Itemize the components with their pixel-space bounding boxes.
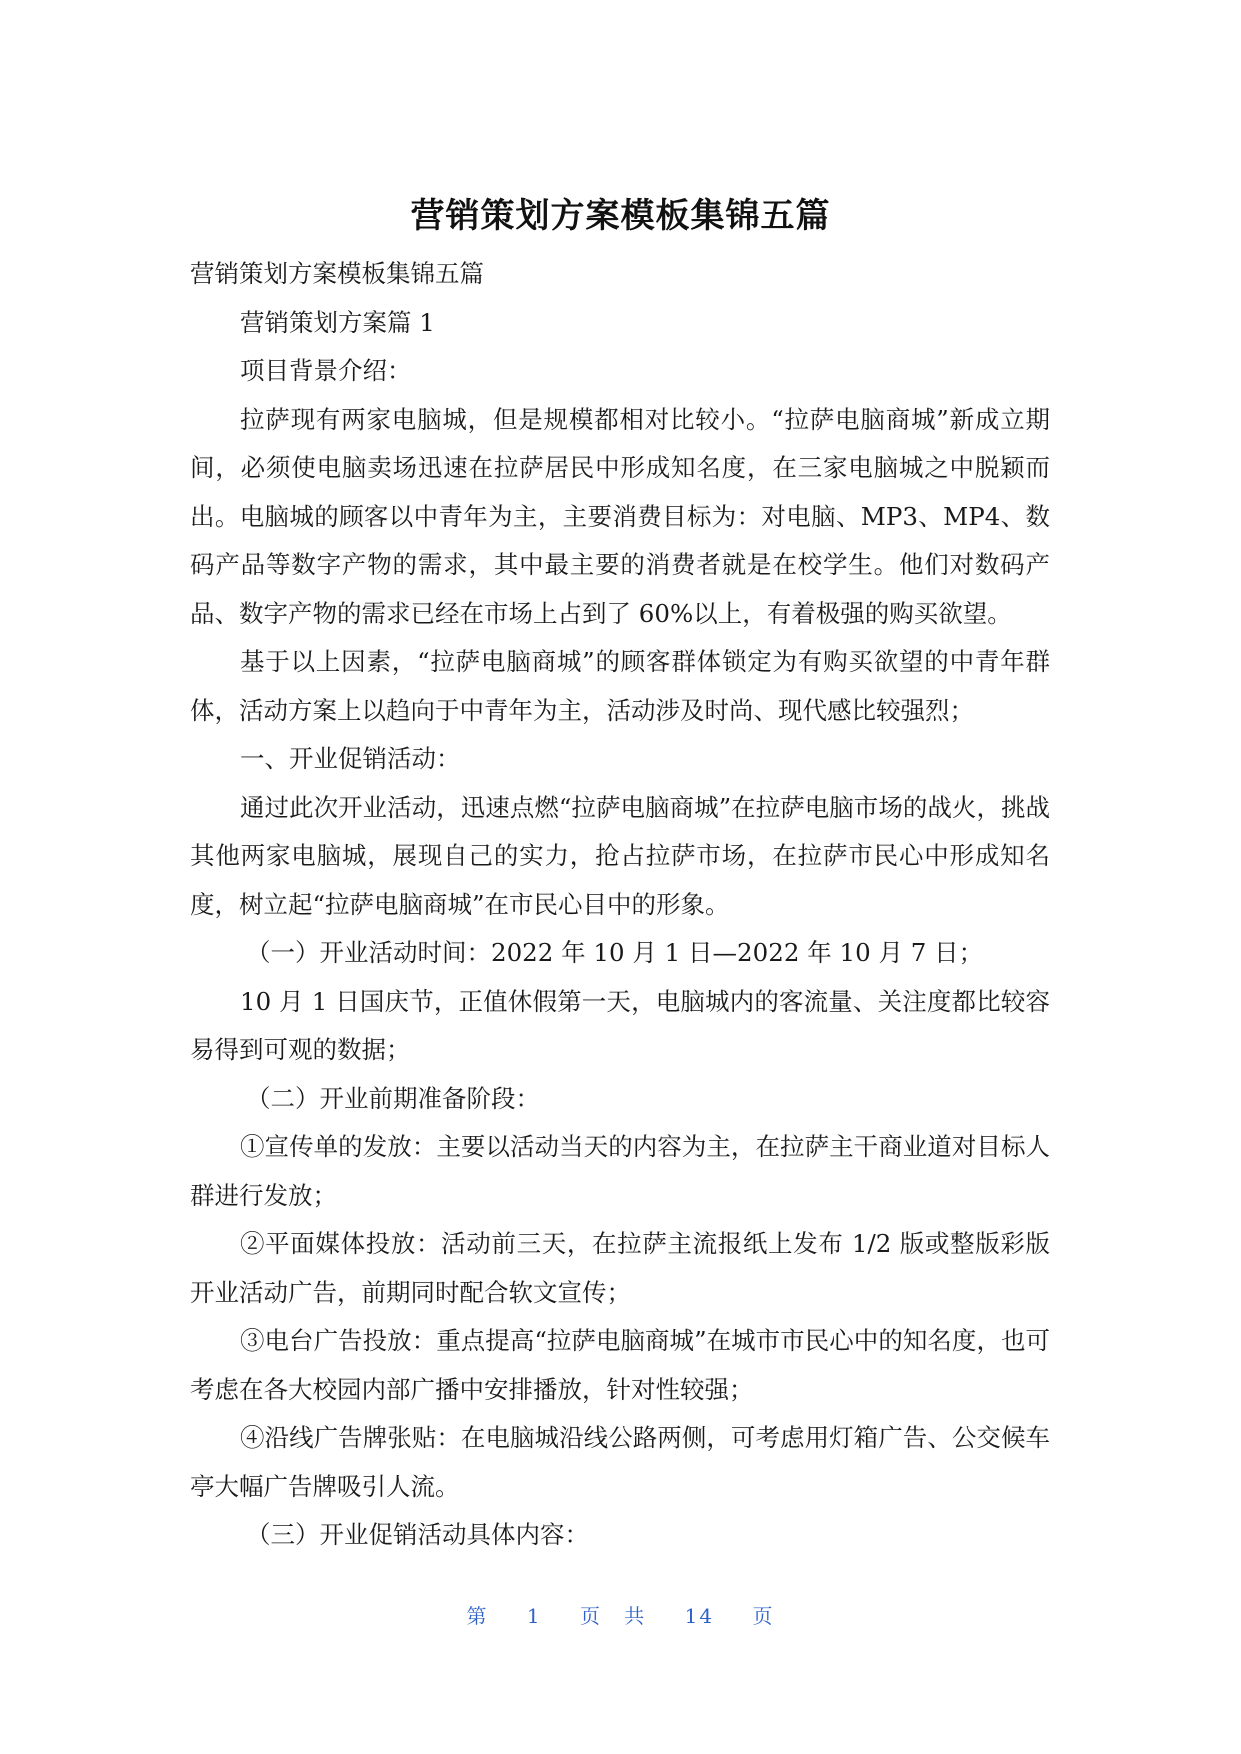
page-footer bbox=[0, 1600, 1241, 1629]
paragraph: 拉萨现有两家电脑城，但是规模都相对比较小。“拉萨电脑商城”新成立期间，必须使电脑卖场迅速在拉萨居民中形成知名度，在三家电脑城之中脱颖而出。电脑城的顾客以中青年为主，主要消费目标为：对电脑、MP3、MP4、数码产品等数字产物的需求，其中最主要的消费者就是在校学生。他们对数码产品、数字产物的需求已经在市场上占到了 60%以上，有着极强的购买欲望。 bbox=[190, 404, 1050, 628]
footer-label-of: 页 共 bbox=[579, 1604, 647, 1628]
paragraph: 营销策划方案模板集锦五篇 bbox=[190, 259, 484, 288]
footer-label-end: 页 bbox=[752, 1604, 775, 1628]
paragraph: 通过此次开业活动，迅速点燃“拉萨电脑商城”在拉萨电脑市场的战火，挑战其他两家电脑城，展现自己的实力，抢占拉萨市场，在拉萨市民心中形成知名度，树立起“拉萨电脑商城”在市民心目中的形象。 bbox=[190, 792, 1050, 919]
paragraph: ①宣传单的发放：主要以活动当天的内容为主，在拉萨主干商业道对目标人群进行发放； bbox=[190, 1132, 1050, 1210]
footer-label-page: 第 bbox=[466, 1604, 489, 1628]
paragraph: 一、开业促销活动： bbox=[240, 744, 461, 773]
paragraph: （一）开业活动时间：2022 年 10 月 1 日—2022 年 10 月 7 日； bbox=[246, 938, 984, 967]
paragraph: 营销策划方案篇 1 bbox=[240, 307, 435, 337]
paragraph: 基于以上因素，“拉萨电脑商城”的顾客群体锁定为有购买欲望的中青年群体，活动方案上以趋向于中青年为主，活动涉及时尚、现代感比较强烈； bbox=[190, 647, 1050, 725]
footer-current-page: 1 bbox=[526, 1604, 542, 1628]
paragraph: 项目背景介绍： bbox=[240, 356, 412, 385]
paragraph: ②平面媒体投放：活动前三天，在拉萨主流报纸上发布 1/2 版或整版彩版开业活动广告，前期同时配合软文宣传； bbox=[190, 1229, 1050, 1307]
paragraph: （三）开业促销活动具体内容： bbox=[246, 1520, 589, 1549]
footer-total-pages: 14 bbox=[684, 1604, 715, 1628]
paragraph: （二）开业前期准备阶段： bbox=[246, 1083, 540, 1113]
paragraph: ④沿线广告牌张贴：在电脑城沿线公路两侧，可考虑用灯箱广告、公交候车亭大幅广告牌吸引人流。 bbox=[190, 1423, 1050, 1501]
document-body bbox=[190, 250, 1050, 1560]
paragraph: ③电台广告投放：重点提高“拉萨电脑商城”在城市市民心中的知名度，也可考虑在各大校园内部广播中安排播放，针对性较强； bbox=[190, 1326, 1050, 1404]
paragraph: 10 月 1 日国庆节，正值休假第一天，电脑城内的客流量、关注度都比较容易得到可观的数据； bbox=[190, 986, 1050, 1064]
document-title: 营销策划方案模板集锦五篇 bbox=[410, 196, 831, 236]
